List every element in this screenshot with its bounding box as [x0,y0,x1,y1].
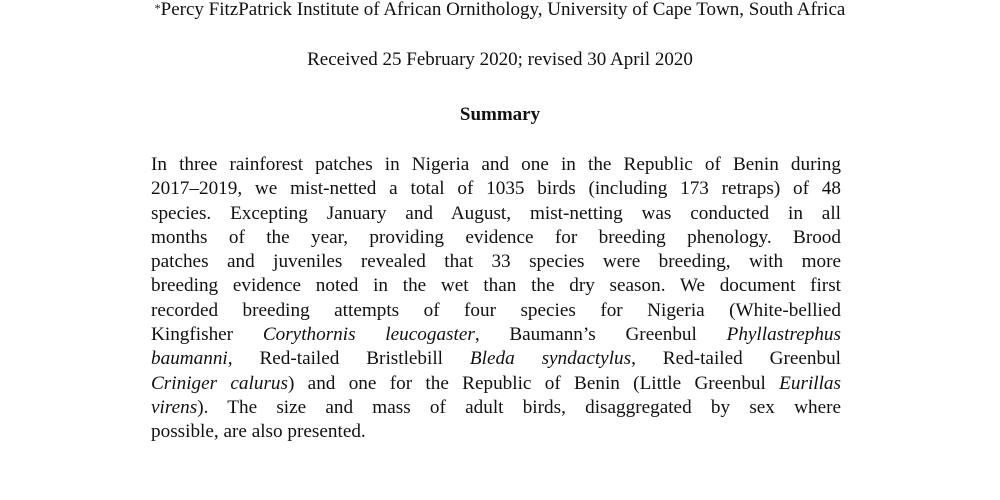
affiliation-marker: * [154,1,161,15]
species-name: Phyllastrephus [726,324,841,346]
author-affiliation [0,0,1000,22]
summary-abstract [151,153,841,445]
received-dates: Received 25 February 2020; revised 30 April 2020 [307,49,693,70]
affiliation-text: Percy FitzPatrick Institute of African Ornithology, University of Cape Town, South Africa [160,0,846,20]
abstract-line-2: 2017–2019, we mist-netted a total of 1035 birds (including 173 retraps) of 48 [151,178,841,200]
abstract-line-3: species. Excepting January and August, mist-netting was conducted in all [151,202,841,224]
summary-heading: Summary [459,104,541,125]
species-name: Bleda syndactylus [469,348,632,370]
species-name: Criniger calurus [151,372,288,394]
abstract-line-5: patches and juveniles revealed that 33 species were breeding, with more [151,251,841,273]
species-name: baumanni, [151,348,233,370]
abstract-line-12: possible, are also presented. [151,421,366,443]
abstract-line-6: breeding evidence noted in the wet than the dry season. We document first [151,275,841,297]
abstract-line-9: baumanni, Red-tailed Bristlebill Bleda syndactylus, Red-tailed Greenbul [151,348,842,370]
species-name: Eurillas [779,372,841,394]
species-name: Corythornis leucogaster [262,324,475,346]
abstract-line-10: Criniger calurus) and one for the Republic of Benin (Little Greenbul Eurillas [151,372,841,394]
abstract-line-11: virens). The size and mass of adult birds, disaggregated by sex where [151,396,841,418]
abstract-line-1: In three rainforest patches in Nigeria and one in the Republic of Benin during [151,154,841,175]
abstract-line-7: recorded breeding attempts of four species for Nigeria (White-bellied [151,299,841,321]
abstract-line-4: months of the year, providing evidence for breeding phenology. Brood [151,226,841,248]
species-name: virens [151,396,198,418]
abstract-line-8: Kingfisher Corythornis leucogaster, Baumann’s Greenbul Phyllastrephus [151,324,841,346]
